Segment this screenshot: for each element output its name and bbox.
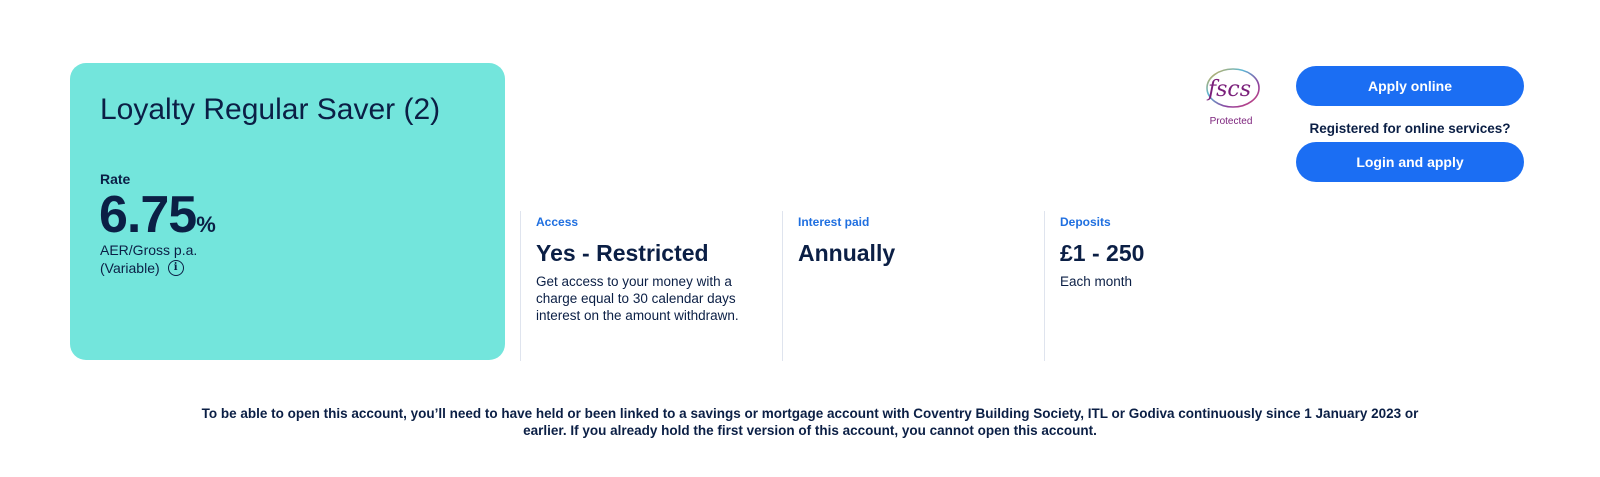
fscs-protected-label: Protected — [1209, 116, 1253, 127]
fscs-badge — [1196, 66, 1266, 127]
deposits-value: £1 - 250 — [1060, 240, 1145, 266]
fscs-logo-text: fscs — [1208, 77, 1252, 102]
fscs-logo-icon — [1200, 66, 1262, 110]
feature-interest-paid — [782, 211, 1044, 361]
interest-paid-value: Annually — [798, 240, 896, 266]
rate-aer-label: AER/Gross p.a. — [100, 242, 198, 258]
access-label: Access — [536, 215, 579, 229]
rate-number: 6.75 — [99, 186, 197, 244]
product-title: Loyalty Regular Saver (2) — [100, 93, 441, 126]
interest-paid-label: Interest paid — [798, 215, 870, 229]
apply-online-button[interactable]: Apply online — [1296, 66, 1524, 106]
rate-label: Rate — [100, 171, 131, 187]
access-description: Get access to your money with a charge equal to 30 calendar days interest on the amount withdrawn. — [536, 274, 739, 323]
access-value: Yes - Restricted — [536, 240, 709, 266]
registered-prompt: Registered for online services? — [1309, 121, 1511, 136]
feature-deposits — [1044, 211, 1306, 361]
deposits-description: Each month — [1060, 274, 1133, 289]
eligibility-note: To be able to open this account, you’ll need to have held or been linked to a savings or mortgage account with Coventry Building Society, ITL or Godiva continuously since 1 January 2023 or earlier. If you already hold the first version of this account, you cannot open this account. — [201, 406, 1419, 438]
rate-variable-row — [100, 259, 184, 277]
feature-access — [520, 211, 782, 361]
deposits-label: Deposits — [1060, 215, 1111, 229]
rate-unit: % — [196, 212, 216, 237]
rate-variable-label: (Variable) — [100, 260, 160, 276]
info-icon[interactable]: i — [168, 260, 184, 276]
product-card — [70, 63, 505, 360]
login-and-apply-button[interactable]: Login and apply — [1296, 142, 1524, 182]
